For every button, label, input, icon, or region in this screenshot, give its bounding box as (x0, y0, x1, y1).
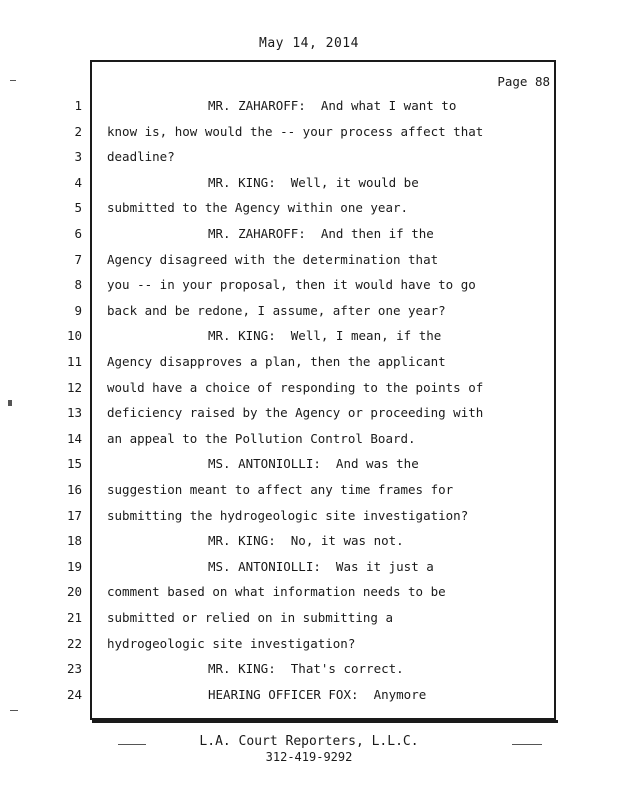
page-frame-shadow (92, 720, 558, 723)
line-number: 11 (66, 354, 82, 369)
line-number: 22 (66, 636, 82, 651)
transcript-line: suggestion meant to affect any time frames for (107, 482, 454, 497)
transcript-line: would have a choice of responding to the points of (107, 380, 484, 395)
reporter-phone: 312-419-9292 (265, 750, 353, 764)
line-number: 2 (74, 124, 82, 139)
transcript-line: hydrogeologic site investigation? (107, 636, 356, 651)
transcript-line: deficiency raised by the Agency or proceeding with (107, 405, 484, 420)
line-number: 18 (66, 533, 82, 548)
transcript-line: Agency disapproves a plan, then the applicant (107, 354, 446, 369)
scan-speck (8, 400, 12, 406)
transcript-line: Agency disagreed with the determination that (107, 252, 439, 267)
transcript-line: MR. KING: Well, I mean, if the (208, 328, 442, 343)
transcript-line: comment based on what information needs to be (107, 584, 446, 599)
page-number: Page 88 (497, 74, 550, 89)
line-number: 21 (66, 610, 82, 625)
line-number: 6 (74, 226, 82, 241)
transcript-line: submitted to the Agency within one year. (107, 200, 409, 215)
transcript-line: MS. ANTONIOLLI: Was it just a (208, 559, 434, 574)
transcript-line: you -- in your proposal, then it would have to go (107, 277, 476, 292)
line-number: 19 (66, 559, 82, 574)
line-number: 7 (74, 252, 82, 267)
transcript-line: back and be redone, I assume, after one year? (107, 303, 446, 318)
transcript-line: MR. KING: No, it was not. (208, 533, 404, 548)
transcript-line: deadline? (107, 149, 175, 164)
transcript-line: HEARING OFFICER FOX: Anymore (208, 687, 427, 702)
line-number: 4 (74, 175, 82, 190)
transcript-line: submitting the hydrogeologic site investigation? (107, 508, 469, 523)
line-number: 8 (74, 277, 82, 292)
scan-speck (512, 744, 542, 745)
line-number: 1 (74, 98, 82, 113)
scan-speck (10, 710, 18, 711)
transcript-line: MR. ZAHAROFF: And what I want to (208, 98, 457, 113)
transcript-line: MR. ZAHAROFF: And then if the (208, 226, 434, 241)
line-number: 10 (66, 328, 82, 343)
transcript-line: know is, how would the -- your process affect that (107, 124, 484, 139)
line-number: 24 (66, 687, 82, 702)
scan-speck (118, 744, 146, 745)
transcript-date: May 14, 2014 (259, 36, 359, 51)
line-number: 16 (66, 482, 82, 497)
line-number: 3 (74, 149, 82, 164)
line-number: 5 (74, 200, 82, 215)
scan-speck (10, 80, 16, 81)
transcript-line: an appeal to the Pollution Control Board. (107, 431, 416, 446)
line-number: 14 (66, 431, 82, 446)
line-number: 13 (66, 405, 82, 420)
transcript-line: MR. KING: That's correct. (208, 661, 404, 676)
transcript-line: submitted or relied on in submitting a (107, 610, 393, 625)
line-number: 23 (66, 661, 82, 676)
transcript-line: MR. KING: Well, it would be (208, 175, 419, 190)
line-number: 12 (66, 380, 82, 395)
line-number: 20 (66, 584, 82, 599)
line-number: 15 (66, 456, 82, 471)
transcript-line: MS. ANTONIOLLI: And was the (208, 456, 419, 471)
line-number: 17 (66, 508, 82, 523)
line-number: 9 (74, 303, 82, 318)
reporter-company: L.A. Court Reporters, L.L.C. (199, 734, 419, 749)
